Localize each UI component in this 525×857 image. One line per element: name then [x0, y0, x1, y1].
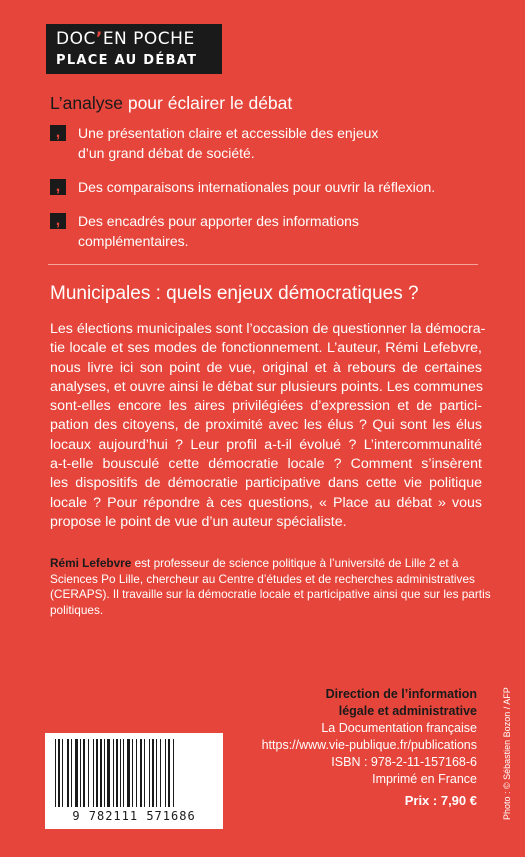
barcode-bar: [93, 739, 94, 807]
price: Prix : 7,90 €: [404, 793, 477, 808]
bio-line: [50, 556, 485, 572]
bio-line: (CERAPS). Il travaille sur la démocratie locale et participative ainsi que sur les partis: [50, 587, 491, 601]
publisher-block: [262, 686, 477, 809]
intro-heading-rest: pour éclairer le débat: [122, 93, 293, 113]
barcode-bar: [71, 739, 72, 807]
barcode-bar: [75, 739, 78, 807]
barcode-bar: [132, 739, 133, 807]
feature-text-line: Des comparaisons internationales pour ouvrir la réflexion.: [78, 179, 436, 195]
barcode-bar: [173, 739, 174, 807]
photo-credit: Photo : © Sébastien Bozon / AFP: [502, 687, 512, 820]
barcode-bar: [168, 739, 170, 807]
barcode-bar: [144, 739, 145, 807]
comma-bullet-icon: ,: [50, 179, 66, 195]
summary-paragraph: [50, 320, 486, 532]
barcode-bar: [156, 739, 157, 807]
barcode-bar: [127, 739, 130, 807]
intro-heading-emphasis: L’analyse: [50, 93, 123, 113]
author-name: Rémi Lefebvre: [50, 556, 132, 570]
publisher-url: https://www.vie-publique.fr/publications: [261, 738, 477, 752]
book-headline: Municipales : quels enjeux démocratiques ?: [50, 283, 419, 304]
barcode-bar: [140, 739, 142, 807]
summary-line: Les élections municipales sont l’occasion de questionner la démocra-: [50, 321, 486, 337]
barcode-bar: [88, 739, 89, 807]
summary-line: nous livre ici son point de vue, original et à rebours de certaines: [50, 359, 482, 376]
feature-item: [50, 177, 490, 197]
series-comma-mark: ’: [95, 29, 103, 49]
summary-line: les dispositifs de démocratie participative dans cette vie politique: [50, 475, 482, 492]
summary-line: sont-elles encore les aires privilégiées d’expression et de partici-: [50, 398, 482, 415]
feature-text-line: d’un grand débat de société.: [78, 145, 255, 161]
publisher-department: Direction de l’information: [325, 687, 477, 701]
barcode-bar: [116, 739, 118, 807]
barcode-bar: [55, 739, 56, 807]
author-bio: [50, 556, 491, 618]
bio-line-rest: est professeur de science politique à l’université de Lille 2 et à: [131, 556, 459, 570]
summary-line: analyses, et ouvre ainsi le débat sur plusieurs points. Les communes: [50, 378, 483, 395]
summary-line: pation des citoyens, de proximité avec les élus ? Qui sont les élus: [50, 417, 482, 434]
barcode-bar: [96, 739, 98, 807]
barcode-bar: [100, 739, 102, 807]
barcode-bar: [80, 739, 81, 807]
series-name-part1: DOC: [56, 29, 96, 49]
series-subtitle: PLACE AU DÉBAT: [56, 53, 198, 68]
feature-text-line: Des encadrés pour apporter des informations: [78, 213, 359, 229]
barcode-bar: [104, 739, 105, 807]
section-divider: [48, 264, 478, 265]
feature-text-line: Une présentation claire et accessible des enjeux: [78, 125, 379, 141]
feature-item: [50, 211, 490, 251]
barcode-bar: [62, 739, 63, 807]
publisher-department: légale et administrative: [338, 704, 477, 718]
barcode-bars: [55, 739, 213, 807]
barcode-bar: [113, 739, 114, 807]
summary-line: a-t-elle bousculé cette démocratie locale ? Comment s’insèrent: [50, 456, 482, 473]
bio-line: politiques.: [50, 602, 104, 617]
summary-line: propose le point de vue d’un auteur spécialiste.: [50, 513, 347, 530]
barcode-bar: [136, 739, 137, 807]
bio-line: Sciences Po Lille, chercheur au Centre d’études et de recherches administratives: [50, 571, 475, 586]
barcode-bar: [67, 739, 69, 807]
barcode-number: 9 782111 571686: [72, 809, 196, 823]
intro-heading: [50, 93, 292, 114]
summary-line: locale ? Pour répondre à ces questions, « Place au débat » vous: [50, 494, 482, 511]
feature-list: [50, 123, 490, 251]
isbn-barcode: [45, 733, 223, 829]
printed-in: Imprimé en France: [372, 772, 477, 786]
summary-line: tie locale et ses modes de fonctionnement. L’auteur, Rémi Lefebvre,: [50, 340, 482, 357]
barcode-bar: [107, 739, 110, 807]
barcode-bar: [149, 739, 150, 807]
barcode-bar: [165, 739, 166, 807]
series-logo: [46, 24, 222, 74]
summary-line: locaux aujourd’hui ? Leur profil a-t-il évolué ? L’intercommunalité: [50, 436, 482, 453]
comma-bullet-icon: ,: [50, 125, 66, 141]
isbn-text: ISBN : 978-2-11-157168-6: [331, 755, 477, 769]
barcode-bar: [58, 739, 60, 807]
publisher-name: La Documentation française: [321, 721, 477, 735]
feature-item: [50, 123, 490, 163]
barcode-bar: [83, 739, 85, 807]
barcode-bar: [123, 739, 124, 807]
series-name: [56, 29, 195, 49]
barcode-bar: [152, 739, 154, 807]
comma-bullet-icon: ,: [50, 213, 66, 229]
series-name-part2: EN POCHE: [102, 29, 195, 49]
barcode-bar: [120, 739, 121, 807]
barcode-bar: [160, 739, 161, 807]
feature-text-line: complémentaires.: [78, 233, 189, 249]
